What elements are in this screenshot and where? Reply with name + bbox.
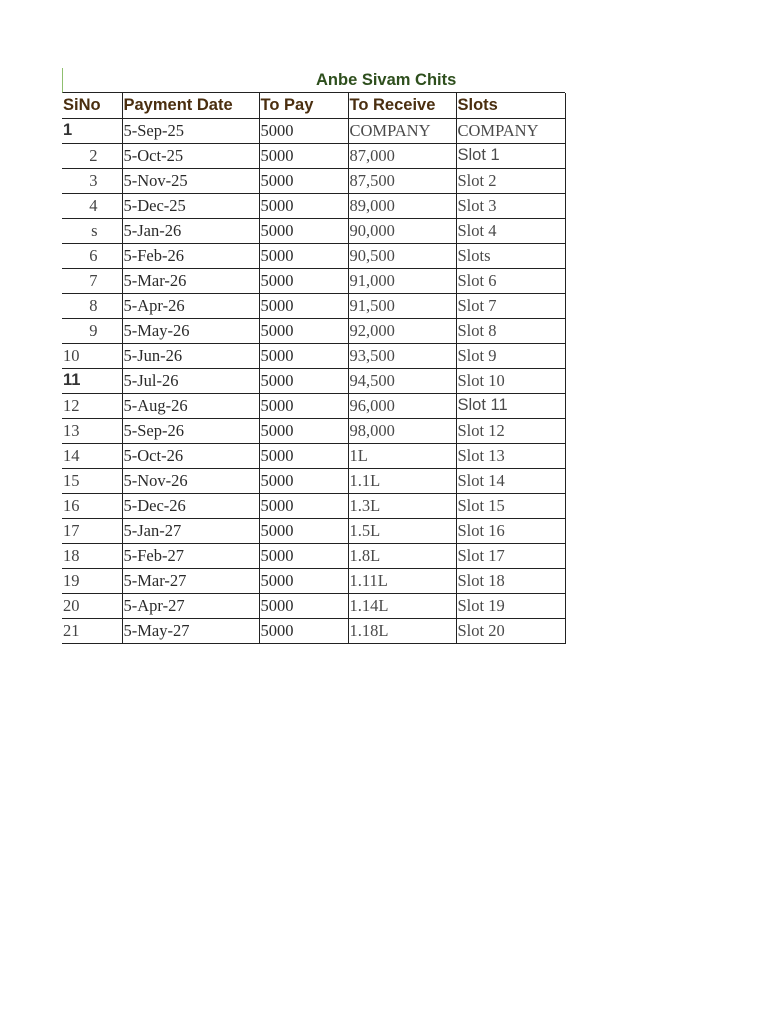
cell-slot: Slot 3 bbox=[456, 193, 565, 218]
cell-to-pay: 5000 bbox=[259, 218, 348, 243]
cell-sino: 1 bbox=[62, 118, 122, 143]
cell-to-receive: 91,000 bbox=[348, 268, 456, 293]
cell-to-pay: 5000 bbox=[259, 193, 348, 218]
header-slots: Slots bbox=[456, 93, 565, 118]
cell-slot: Slot 16 bbox=[456, 518, 565, 543]
cell-to-pay: 5000 bbox=[259, 518, 348, 543]
cell-to-receive: 94,500 bbox=[348, 368, 456, 393]
cell-to-receive: 1.18L bbox=[348, 618, 456, 643]
table-row bbox=[62, 118, 565, 143]
cell-to-pay: 5000 bbox=[259, 118, 348, 143]
cell-slot: Slot 7 bbox=[456, 293, 565, 318]
cell-sino: 2 bbox=[62, 143, 122, 168]
cell-payment-date: 5-Dec-26 bbox=[122, 493, 259, 518]
cell-payment-date: 5-Sep-25 bbox=[122, 118, 259, 143]
table-row bbox=[62, 443, 565, 468]
cell-slot: Slot 20 bbox=[456, 618, 565, 643]
table-row bbox=[62, 143, 565, 168]
table-row bbox=[62, 268, 565, 293]
cell-sino: 18 bbox=[62, 543, 122, 568]
cell-payment-date: 5-Oct-26 bbox=[122, 443, 259, 468]
cell-payment-date: 5-Jun-26 bbox=[122, 343, 259, 368]
cell-slot: Slot 11 bbox=[456, 393, 565, 418]
cell-to-receive: 96,000 bbox=[348, 393, 456, 418]
cell-to-receive: 1L bbox=[348, 443, 456, 468]
cell-to-receive: 87,000 bbox=[348, 143, 456, 168]
cell-payment-date: 5-Apr-27 bbox=[122, 593, 259, 618]
cell-slot: Slot 9 bbox=[456, 343, 565, 368]
table-row bbox=[62, 343, 565, 368]
cell-to-receive: 92,000 bbox=[348, 318, 456, 343]
cell-to-pay: 5000 bbox=[259, 343, 348, 368]
cell-sino: 4 bbox=[62, 193, 122, 218]
header-to-pay: To Pay bbox=[259, 93, 348, 118]
cell-to-receive: 93,500 bbox=[348, 343, 456, 368]
cell-payment-date: 5-Jul-26 bbox=[122, 368, 259, 393]
cell-to-receive: 1.14L bbox=[348, 593, 456, 618]
cell-payment-date: 5-Feb-26 bbox=[122, 243, 259, 268]
cell-payment-date: 5-Mar-27 bbox=[122, 568, 259, 593]
cell-slot: Slot 18 bbox=[456, 568, 565, 593]
table-row bbox=[62, 368, 565, 393]
cell-to-receive: 89,000 bbox=[348, 193, 456, 218]
cell-to-receive: 91,500 bbox=[348, 293, 456, 318]
title-row bbox=[62, 68, 565, 93]
cell-sino: 12 bbox=[62, 393, 122, 418]
cell-to-pay: 5000 bbox=[259, 593, 348, 618]
cell-to-receive: 87,500 bbox=[348, 168, 456, 193]
cell-sino: 10 bbox=[62, 343, 122, 368]
header-sino: SiNo bbox=[62, 93, 122, 118]
cell-sino: 8 bbox=[62, 293, 122, 318]
cell-payment-date: 5-Aug-26 bbox=[122, 393, 259, 418]
table-row bbox=[62, 293, 565, 318]
cell-slot: Slots bbox=[456, 243, 565, 268]
table-row bbox=[62, 618, 565, 643]
table-body bbox=[62, 118, 565, 643]
cell-to-receive: 1.11L bbox=[348, 568, 456, 593]
cell-slot: Slot 4 bbox=[456, 218, 565, 243]
table-row bbox=[62, 593, 565, 618]
cell-sino: 15 bbox=[62, 468, 122, 493]
cell-to-pay: 5000 bbox=[259, 293, 348, 318]
cell-payment-date: 5-Feb-27 bbox=[122, 543, 259, 568]
cell-sino: 6 bbox=[62, 243, 122, 268]
table-row bbox=[62, 218, 565, 243]
header-row bbox=[62, 93, 565, 118]
cell-sino: 21 bbox=[62, 618, 122, 643]
cell-to-receive: COMPANY bbox=[348, 118, 456, 143]
spreadsheet bbox=[62, 68, 565, 644]
cell-to-pay: 5000 bbox=[259, 418, 348, 443]
cell-payment-date: 5-Sep-26 bbox=[122, 418, 259, 443]
cell-sino: 3 bbox=[62, 168, 122, 193]
cell-payment-date: 5-Jan-26 bbox=[122, 218, 259, 243]
cell-slot: Slot 10 bbox=[456, 368, 565, 393]
cell-payment-date: 5-Jan-27 bbox=[122, 518, 259, 543]
cell-to-pay: 5000 bbox=[259, 493, 348, 518]
cell-payment-date: 5-Nov-26 bbox=[122, 468, 259, 493]
cell-sino: 20 bbox=[62, 593, 122, 618]
cell-to-pay: 5000 bbox=[259, 568, 348, 593]
header-to-receive: To Receive bbox=[348, 93, 456, 118]
cell-slot: Slot 6 bbox=[456, 268, 565, 293]
cell-slot: Slot 8 bbox=[456, 318, 565, 343]
cell-to-pay: 5000 bbox=[259, 143, 348, 168]
cell-to-receive: 98,000 bbox=[348, 418, 456, 443]
cell-sino: 9 bbox=[62, 318, 122, 343]
cell-to-pay: 5000 bbox=[259, 318, 348, 343]
cell-slot: COMPANY bbox=[456, 118, 565, 143]
table-row bbox=[62, 493, 565, 518]
table-row bbox=[62, 543, 565, 568]
cell-to-pay: 5000 bbox=[259, 393, 348, 418]
table-row bbox=[62, 468, 565, 493]
table-row bbox=[62, 193, 565, 218]
cell-to-pay: 5000 bbox=[259, 268, 348, 293]
cell-to-receive: 1.8L bbox=[348, 543, 456, 568]
cell-to-receive: 1.1L bbox=[348, 468, 456, 493]
cell-to-receive: 1.5L bbox=[348, 518, 456, 543]
cell-slot: Slot 19 bbox=[456, 593, 565, 618]
cell-slot: Slot 15 bbox=[456, 493, 565, 518]
cell-to-pay: 5000 bbox=[259, 168, 348, 193]
cell-sino: s bbox=[62, 218, 122, 243]
cell-payment-date: 5-May-26 bbox=[122, 318, 259, 343]
cell-payment-date: 5-Mar-26 bbox=[122, 268, 259, 293]
cell-to-receive: 90,500 bbox=[348, 243, 456, 268]
table-row bbox=[62, 243, 565, 268]
cell-payment-date: 5-Nov-25 bbox=[122, 168, 259, 193]
table-row bbox=[62, 568, 565, 593]
cell-to-receive: 90,000 bbox=[348, 218, 456, 243]
cell-slot: Slot 2 bbox=[456, 168, 565, 193]
cell-slot: Slot 14 bbox=[456, 468, 565, 493]
cell-slot: Slot 12 bbox=[456, 418, 565, 443]
cell-sino: 11 bbox=[62, 368, 122, 393]
table-row bbox=[62, 318, 565, 343]
cell-sino: 14 bbox=[62, 443, 122, 468]
cell-sino: 19 bbox=[62, 568, 122, 593]
cell-slot: Slot 1 bbox=[456, 143, 565, 168]
cell-sino: 17 bbox=[62, 518, 122, 543]
cell-to-pay: 5000 bbox=[259, 543, 348, 568]
header-payment-date: Payment Date bbox=[122, 93, 259, 118]
cell-sino: 16 bbox=[62, 493, 122, 518]
cell-to-pay: 5000 bbox=[259, 443, 348, 468]
cell-to-pay: 5000 bbox=[259, 468, 348, 493]
cell-payment-date: 5-Oct-25 bbox=[122, 143, 259, 168]
table-row bbox=[62, 168, 565, 193]
cell-payment-date: 5-Dec-25 bbox=[122, 193, 259, 218]
table-row bbox=[62, 418, 565, 443]
cell-to-pay: 5000 bbox=[259, 618, 348, 643]
table-row bbox=[62, 518, 565, 543]
cell-to-receive: 1.3L bbox=[348, 493, 456, 518]
sheet-title: Anbe Sivam Chits bbox=[316, 71, 457, 89]
chit-schedule-table bbox=[62, 93, 566, 644]
cell-to-pay: 5000 bbox=[259, 243, 348, 268]
cell-payment-date: 5-Apr-26 bbox=[122, 293, 259, 318]
table-row bbox=[62, 393, 565, 418]
cell-sino: 13 bbox=[62, 418, 122, 443]
cell-slot: Slot 13 bbox=[456, 443, 565, 468]
cell-payment-date: 5-May-27 bbox=[122, 618, 259, 643]
cell-slot: Slot 17 bbox=[456, 543, 565, 568]
cell-sino: 7 bbox=[62, 268, 122, 293]
cell-to-pay: 5000 bbox=[259, 368, 348, 393]
